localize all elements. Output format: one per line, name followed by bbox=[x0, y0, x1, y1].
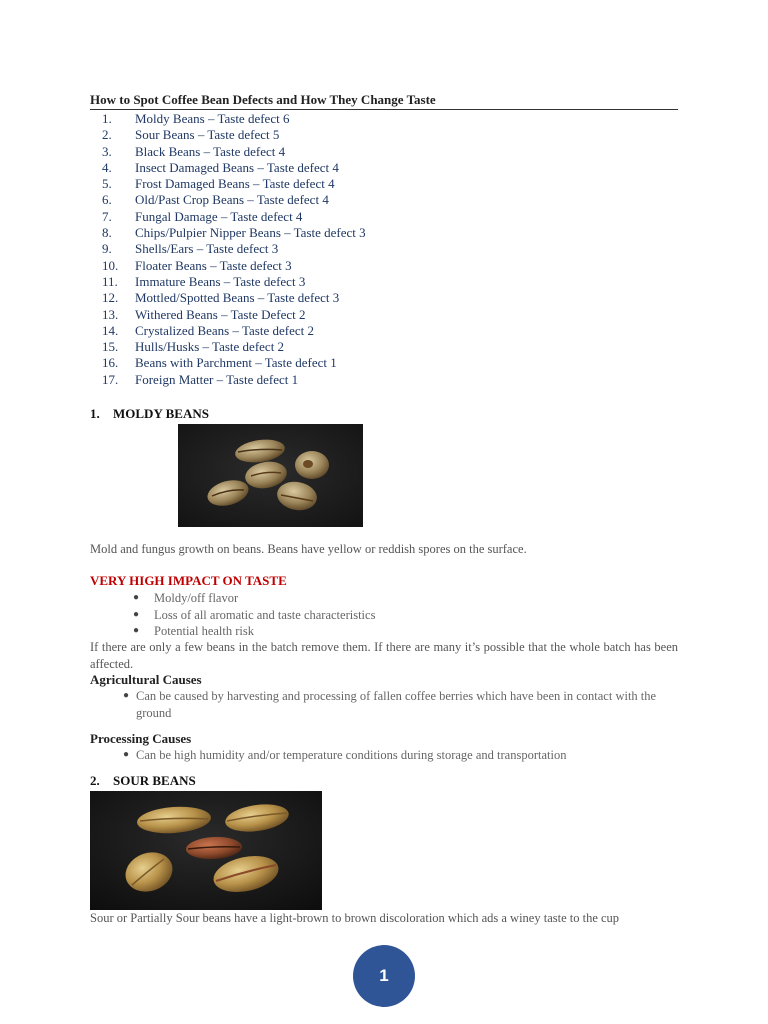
list-item: 13. Withered Beans – Taste Defect 2 bbox=[102, 306, 306, 322]
document-title: How to Spot Coffee Bean Defects and How They Change Taste bbox=[90, 92, 678, 110]
effects-list bbox=[133, 590, 376, 640]
defect-list bbox=[90, 111, 366, 388]
list-item: 16. Beans with Parchment – Taste defect 1 bbox=[102, 355, 337, 371]
impact-label: VERY HIGH IMPACT ON TASTE bbox=[90, 573, 287, 588]
section-heading-moldy: 1. MOLDY BEANS bbox=[90, 406, 209, 421]
sour-beans-illustration bbox=[90, 791, 322, 910]
page-number-badge: 1 bbox=[353, 945, 415, 1007]
moldy-description: Mold and fungus growth on beans. Beans have yellow or reddish spores on the surface. bbox=[90, 542, 527, 556]
list-item: 17. Foreign Matter – Taste defect 1 bbox=[102, 371, 299, 387]
list-item: ● Moldy/off flavor bbox=[133, 591, 239, 605]
list-item: 2. Sour Beans – Taste defect 5 bbox=[102, 127, 280, 143]
sour-beans-image bbox=[90, 791, 322, 910]
list-item: ● Can be caused by harvesting and processing of fallen coffee berries which have been in contact with the ground bbox=[123, 689, 657, 720]
section-heading-sour: 2. SOUR BEANS bbox=[90, 773, 196, 788]
processing-causes-heading: Processing Causes bbox=[90, 731, 192, 746]
list-item: ● Potential health risk bbox=[133, 624, 254, 638]
list-item: ● Loss of all aromatic and taste characteristics bbox=[133, 607, 376, 622]
agricultural-causes-list bbox=[123, 688, 678, 721]
list-item: 3. Black Beans – Taste defect 4 bbox=[102, 143, 286, 159]
processing-causes-list bbox=[123, 747, 678, 764]
list-item: 6. Old/Past Crop Beans – Taste defect 4 bbox=[102, 192, 329, 208]
sour-description: Sour or Partially Sour beans have a light-brown to brown discoloration which ads a winey taste to the cup bbox=[90, 911, 620, 925]
list-item: 1. Moldy Beans – Taste defect 6 bbox=[102, 111, 290, 126]
list-item: 4. Insect Damaged Beans – Taste defect 4 bbox=[102, 159, 339, 175]
moldy-beans-image bbox=[178, 424, 363, 527]
list-item: ● Can be high humidity and/or temperature conditions during storage and transportation bbox=[123, 748, 567, 762]
list-item: 10. Floater Beans – Taste defect 3 bbox=[102, 257, 292, 273]
list-item: 7. Fungal Damage – Taste defect 4 bbox=[102, 208, 303, 224]
advice-paragraph: If there are only a few beans in the batch remove them. If there are many it’s possible that the whole batch has been affected. bbox=[90, 640, 678, 671]
list-item: 8. Chips/Pulpier Nipper Beans – Taste defect 3 bbox=[102, 225, 366, 241]
list-item: 14. Crystalized Beans – Taste defect 2 bbox=[102, 322, 314, 338]
moldy-beans-illustration bbox=[178, 424, 363, 527]
agricultural-causes-heading: Agricultural Causes bbox=[90, 672, 202, 687]
list-item: 15. Hulls/Husks – Taste defect 2 bbox=[102, 339, 285, 355]
list-item: 11. Immature Beans – Taste defect 3 bbox=[102, 273, 306, 289]
list-item: 5. Frost Damaged Beans – Taste defect 4 bbox=[102, 176, 335, 192]
list-item: 12. Mottled/Spotted Beans – Taste defect 3 bbox=[102, 290, 340, 306]
list-item: 9. Shells/Ears – Taste defect 3 bbox=[102, 241, 279, 257]
